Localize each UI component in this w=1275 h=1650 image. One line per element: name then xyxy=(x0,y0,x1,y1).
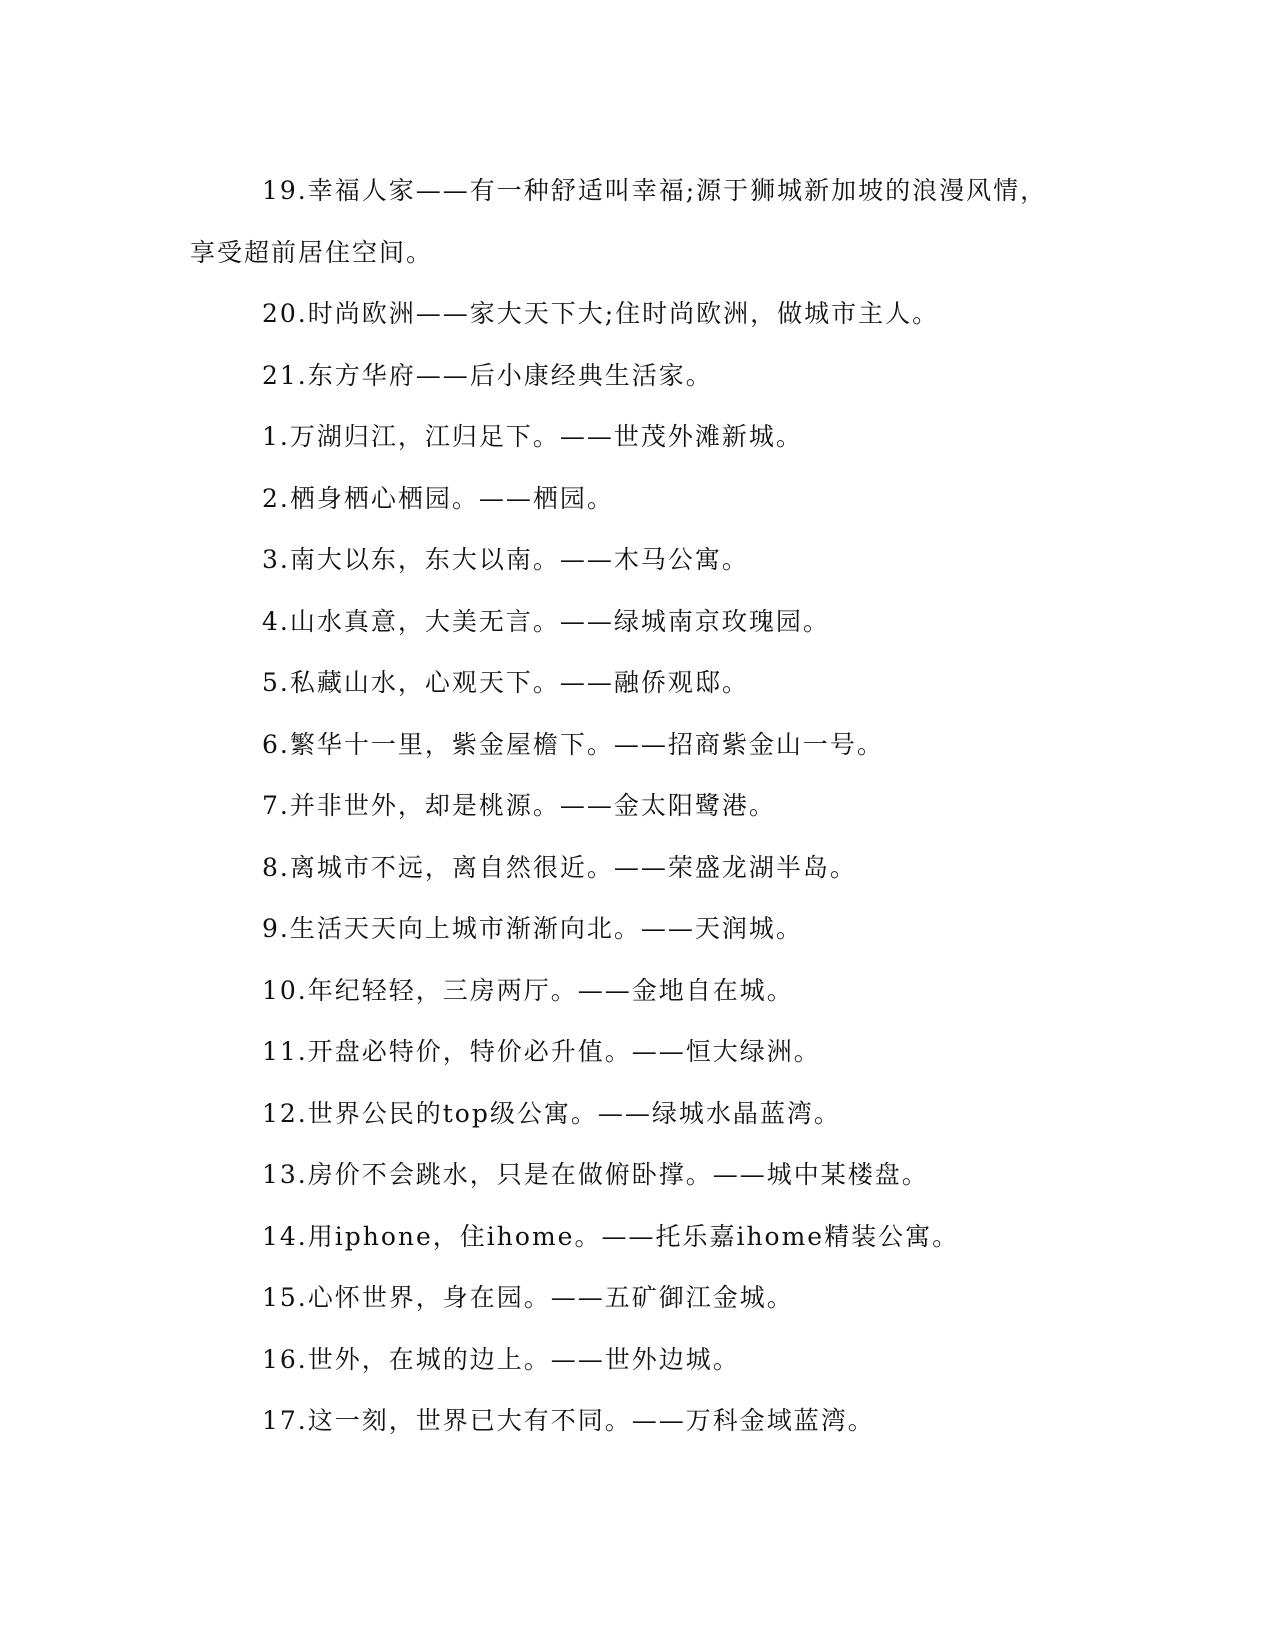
paragraph xyxy=(190,1083,1070,1145)
paragraph xyxy=(190,283,1070,345)
paragraph-text: 7.并非世外，却是桃源。——金太阳鹭港。 xyxy=(262,791,776,820)
paragraph-text: 1.万湖归江，江归足下。——世茂外滩新城。 xyxy=(262,422,803,451)
paragraph-text: 6.繁华十一里，紫金屋檐下。——招商紫金山一号。 xyxy=(262,729,884,759)
paragraph xyxy=(190,714,1070,776)
paragraph xyxy=(190,1021,1070,1083)
paragraph-text: 3.南大以东，东大以南。——木马公寓。 xyxy=(262,545,749,574)
paragraph xyxy=(190,1144,1070,1206)
paragraph xyxy=(190,345,1070,407)
paragraph xyxy=(190,960,1070,1022)
paragraph-text: 21.东方华府——后小康经典生活家。 xyxy=(262,360,713,390)
paragraph xyxy=(190,1267,1070,1329)
paragraph-text: 8.离城市不远，离自然很近。——荣盛龙湖半岛。 xyxy=(262,852,857,882)
paragraph-text: 19.幸福人家——有一种舒适叫幸福;源于狮城新加坡的浪漫风情，享受超前居住空间。 xyxy=(190,176,1048,267)
paragraph xyxy=(190,898,1070,960)
paragraph-text: 16.世外，在城的边上。——世外边城。 xyxy=(262,1344,740,1374)
paragraph-text: 11.开盘必特价，特价必升值。——恒大绿洲。 xyxy=(262,1037,821,1066)
paragraph-text: 4.山水真意，大美无言。——绿城南京玫瑰园。 xyxy=(262,606,830,636)
paragraph-text: 10.年纪轻轻，三房两厅。——金地自在城。 xyxy=(262,975,794,1005)
paragraph xyxy=(190,591,1070,653)
paragraph xyxy=(190,406,1070,468)
paragraph xyxy=(190,468,1070,530)
paragraph-text: 15.心怀世界，身在园。——五矿御江金城。 xyxy=(262,1283,794,1312)
paragraph xyxy=(190,160,1070,283)
paragraph xyxy=(190,1329,1070,1391)
paragraph xyxy=(190,1206,1070,1268)
paragraph-text: 20.时尚欧洲——家大天下大;住时尚欧洲，做城市主人。 xyxy=(262,299,940,328)
paragraph xyxy=(190,837,1070,899)
paragraph-text: 14.用iphone，住ihome。——托乐嘉ihome精装公寓。 xyxy=(262,1221,960,1251)
document-body xyxy=(190,160,1070,1452)
paragraph-text: 17.这一刻，世界已大有不同。——万科金域蓝湾。 xyxy=(262,1406,875,1435)
paragraph-text: 2.栖身栖心栖园。——栖园。 xyxy=(262,483,614,513)
paragraph-text: 9.生活天天向上城市渐渐向北。——天润城。 xyxy=(262,914,803,943)
paragraph-text: 5.私藏山水，心观天下。——融侨观邸。 xyxy=(262,668,749,697)
paragraph xyxy=(190,529,1070,591)
paragraph-text: 12.世界公民的top级公寓。——绿城水晶蓝湾。 xyxy=(262,1098,841,1128)
paragraph xyxy=(190,652,1070,714)
paragraph xyxy=(190,1390,1070,1452)
paragraph xyxy=(190,775,1070,837)
paragraph-text: 13.房价不会跳水，只是在做俯卧撑。——城中某楼盘。 xyxy=(262,1160,929,1189)
